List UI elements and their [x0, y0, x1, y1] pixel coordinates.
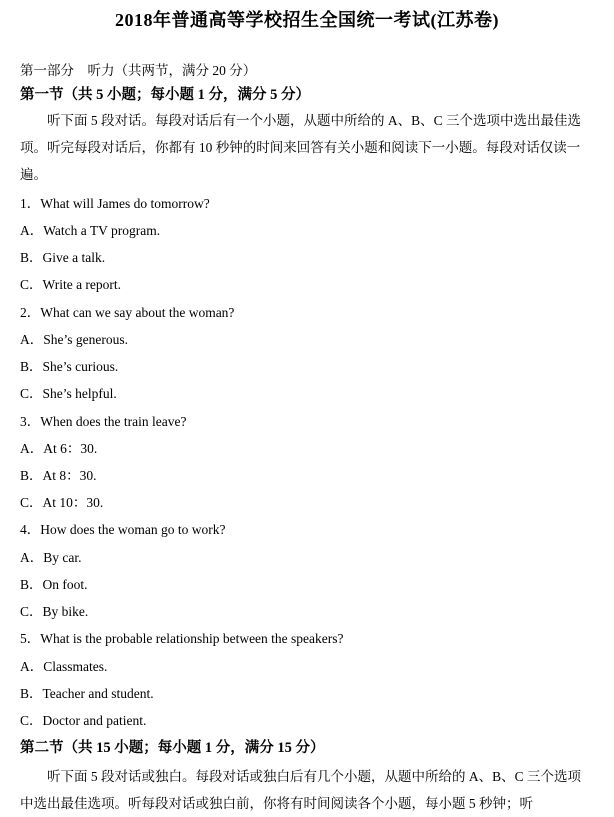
q3-option-c: C．At 10：30. [20, 495, 104, 510]
q3-option-b: B．At 8：30. [20, 468, 97, 483]
q2-option-c: C．She’s helpful. [20, 386, 117, 401]
q4-option-b: B．On foot. [20, 577, 88, 592]
question-2: 2．What can we say about the woman? [20, 305, 235, 320]
q5-option-a: A．Classmates. [20, 659, 108, 674]
q1-option-a: A．Watch a TV program. [20, 223, 161, 238]
question-4: 4．How does the woman go to work? [20, 522, 226, 537]
section1-heading: 第一节（共 5 小题；每小题 1 分，满分 5 分） [20, 87, 310, 103]
q1-option-b: B．Give a talk. [20, 250, 106, 265]
q4-option-c: C．By bike. [20, 604, 89, 619]
q2-option-b: B．She’s curious. [20, 359, 119, 374]
question-5: 5．What is the probable relationship between the speakers? [20, 631, 344, 646]
section2-instructions: 听下面 5 段对话或独白。每段对话或独白后有几个小题，从题中所给的 A、B、C 三个选项中选出最佳选项。听每段对话或独白前，你将有时间阅读各个小题，每小题 5 秒钟；听 [20, 769, 582, 811]
section1-instructions: 听下面 5 段对话。每段对话后有一个小题，从题中所给的 A、B、C 三个选项中选出最佳选项。听完每段对话后，你都有 10 秒钟的时间来回答有关小题和阅读下一小题。每段对话仅读一遍。 [20, 113, 582, 182]
q5-option-b: B．Teacher and student. [20, 686, 154, 701]
q2-option-a: A．She’s generous. [20, 332, 128, 347]
q4-option-a: A．By car. [20, 550, 82, 565]
document-title: 2018年普通高等学校招生全国统一考试(江苏卷) [115, 10, 499, 30]
q1-option-c: C．Write a report. [20, 277, 122, 292]
section2-heading: 第二节（共 15 小题；每小题 1 分，满分 15 分） [20, 740, 325, 756]
part-heading: 第一部分 听力（共两节，满分 20 分） [20, 63, 257, 78]
question-3: 3．When does the train leave? [20, 414, 187, 429]
question-1: 1．What will James do tomorrow? [20, 196, 210, 211]
q5-option-c: C．Doctor and patient. [20, 713, 147, 728]
q3-option-a: A．At 6：30. [20, 441, 98, 456]
